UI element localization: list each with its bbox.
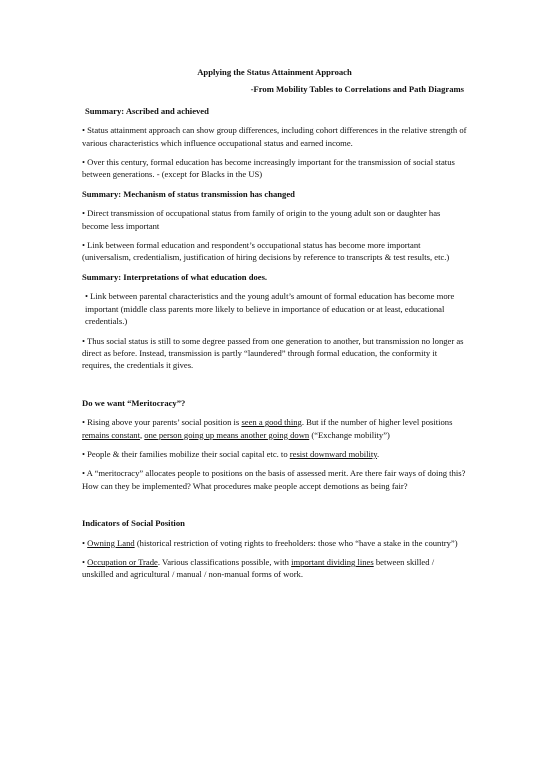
text-run: • [82, 556, 88, 567]
heading-ascribed-achieved: Summary: Ascribed and achieved [85, 105, 209, 116]
document-title: Applying the Status Attainment Approach [197, 67, 352, 77]
text-run: . But if the number of higher level positions [301, 417, 453, 428]
heading-indicators: Indicators of Social Position [82, 518, 185, 529]
paragraph-laundered-transmission: • Thus social status is still to some degree passed from one generation to another, but transmission no longer as direct as before. Instead, transmission is partly “laundered” through formal education, the conformity it requires, the credentials it gives. [82, 335, 464, 371]
paragraph-meritocracy-fairness: • A “meritocracy” allocates people to positions on the basis of assessed merit. Are there fair ways of doing this? How can they be implemented? What procedures make people accept demotions as being fair? [82, 468, 466, 491]
document-subtitle: -From Mobility Tables to Correlations and Path Diagrams [250, 84, 464, 95]
paragraph-owning-land [82, 537, 467, 549]
text-run: . [377, 448, 380, 459]
text-run: • Rising above your parents’ social position is [82, 417, 242, 428]
heading-mechanism: Summary: Mechanism of status transmission has changed [82, 188, 295, 199]
heading-meritocracy: Do we want “Meritocracy”? [82, 397, 186, 408]
paragraph-occupation-trade [82, 556, 467, 581]
paragraph-social-capital [82, 448, 467, 460]
underlined-text: Occupation or Trade [87, 556, 158, 567]
underlined-text: important dividing lines [291, 556, 374, 567]
text-run: , [140, 429, 145, 440]
paragraph-formal-education: • Over this century, formal education has become increasingly important for the transmission of social status between generations. - (except for Blacks in the US) [82, 157, 455, 180]
underlined-text: Owning Land [87, 537, 135, 548]
text-run: • People & their families mobilize their social capital etc. to [82, 448, 290, 459]
paragraph-exchange-mobility [82, 416, 467, 441]
underlined-text: one person going up means another going down [144, 429, 310, 440]
section-gap [82, 499, 467, 517]
underlined-text: seen a good thing [241, 417, 302, 428]
text-run: (“Exchange mobility”) [309, 429, 390, 440]
underlined-text: resist downward mobility [289, 448, 378, 459]
section-gap [82, 379, 467, 397]
text-run: between skilled / unskilled and agricultural / manual / non-manual forms of work. [82, 556, 435, 580]
paragraph-direct-transmission: • Direct transmission of occupational status from family of origin to the young adult son or daughter has become less important [82, 208, 441, 231]
paragraph-group-differences: • Status attainment approach can show group differences, including cohort differences in the relative strength of various characteristics which influence occupational status and earned income. [82, 125, 467, 148]
underlined-text: remains constant [82, 429, 140, 440]
text-run: . Various classifications possible, with [157, 556, 292, 567]
heading-interpretations: Summary: Interpretations of what education does. [82, 271, 268, 282]
document-body [82, 66, 467, 588]
paragraph-parental-characteristics: • Link between parental characteristics and the young adult’s amount of formal education has become more important (middle class parents more likely to believe in importance of education or at least, educational credentials.) [85, 291, 455, 327]
text-run: (historical restriction of voting rights to freeholders: those who “have a stake in the country”) [134, 537, 458, 548]
text-run: • [82, 537, 88, 548]
paragraph-education-link: • Link between formal education and respondent’s occupational status has become more important (universalism, credentialism, justification of hiring decisions by reference to transcripts & test results, etc.) [82, 240, 450, 263]
